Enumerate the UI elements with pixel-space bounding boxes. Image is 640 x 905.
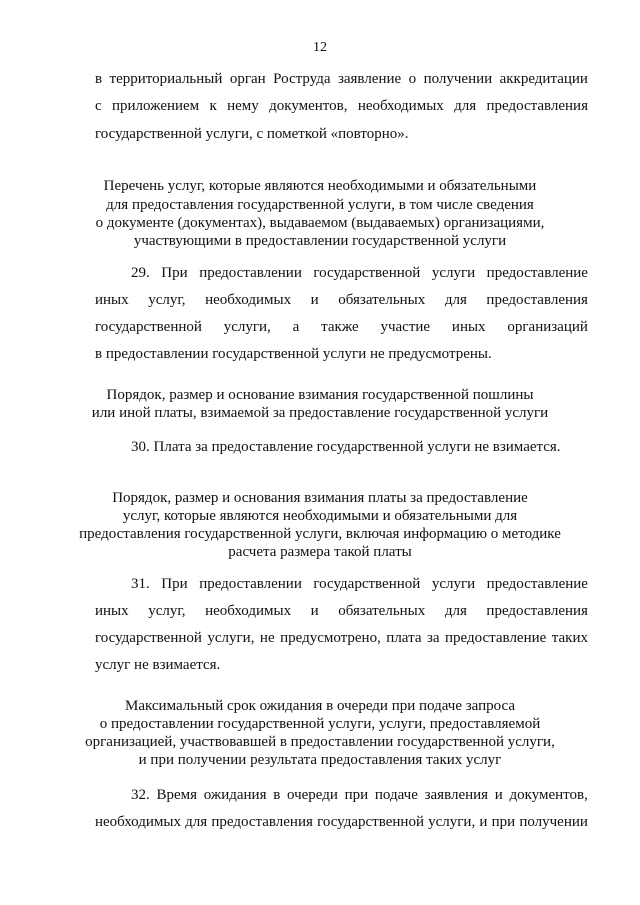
word: иных — [95, 292, 129, 308]
word: услуг, — [148, 603, 186, 619]
word: нему — [227, 98, 259, 114]
word: государственной — [313, 576, 421, 592]
word: для — [185, 814, 208, 830]
word: для — [444, 603, 467, 619]
section-heading-line: расчета размера такой платы — [228, 544, 412, 560]
word: также — [321, 319, 359, 335]
word: предоставления — [486, 292, 588, 308]
word: иных — [95, 603, 129, 619]
word: за — [426, 630, 440, 646]
section-heading-line: о предоставлении государственной услуги, услуги, предоставляемой — [99, 716, 541, 732]
paragraph-line: услуг не взимается. — [95, 657, 221, 673]
paragraph-line — [131, 786, 588, 804]
section-heading-line: о документе (документах), выдаваемом (выдаваемых) организациями, — [95, 215, 545, 231]
word: для — [454, 98, 477, 114]
paragraph-line — [131, 264, 588, 282]
paragraph-line — [95, 602, 588, 620]
paragraph-line — [95, 70, 588, 88]
word: услуги, — [223, 319, 271, 335]
word: при — [344, 787, 369, 803]
word: 29. — [131, 265, 150, 281]
section-heading-line: для предоставления государственной услуги, в том числе сведения — [106, 197, 534, 213]
page-number: 12 — [313, 40, 327, 55]
word: плата — [386, 630, 422, 646]
word: ожидания — [203, 787, 267, 803]
word: в — [95, 71, 103, 87]
section-heading-line: Порядок, размер и основание взимания государственной пошлины — [106, 387, 534, 403]
word: орган — [229, 71, 266, 87]
paragraph-line — [131, 575, 588, 593]
word: предоставлении — [199, 265, 302, 281]
word: предоставлении — [199, 576, 302, 592]
word: услуги, — [428, 814, 476, 830]
word: государственной — [317, 814, 424, 830]
section-heading-line: Максимальный срок ожидания в очереди при подаче запроса — [124, 698, 516, 714]
word: предусмотрено, — [280, 630, 381, 646]
paragraph-line — [95, 97, 588, 115]
word: заявления — [424, 787, 489, 803]
word: Роструда — [273, 71, 331, 87]
word: государственной — [95, 630, 202, 646]
word: предоставление — [486, 576, 588, 592]
word: участие — [380, 319, 431, 335]
section-heading-line: или иной платы, взимаемой за предоставление государственной услуги — [91, 405, 549, 421]
word: и — [479, 814, 488, 830]
word: необходимых — [95, 814, 181, 830]
word: а — [292, 319, 300, 335]
word: предоставление — [486, 265, 588, 281]
paragraph-line — [95, 318, 588, 336]
word: получении — [423, 71, 493, 87]
word: получении — [519, 814, 588, 830]
word: предоставления — [486, 98, 588, 114]
section-heading-line: участвующими в предоставлении государственной услуги — [133, 233, 507, 249]
word: государственной — [313, 265, 421, 281]
word: 31. — [131, 576, 150, 592]
word: обязательных — [338, 603, 426, 619]
word: Время — [156, 787, 198, 803]
word: документов, — [509, 787, 588, 803]
paragraph-line: государственной услуги, с пометкой «повторно». — [95, 126, 409, 142]
word: государственной — [95, 319, 202, 335]
word: услуги — [431, 576, 476, 592]
word: необходимых — [205, 603, 292, 619]
word: аккредитации — [499, 71, 588, 87]
word: предоставления — [211, 814, 313, 830]
section-heading-line: Порядок, размер и основания взимания платы за предоставление — [112, 490, 528, 506]
word: и — [494, 787, 503, 803]
word: организаций — [507, 319, 588, 335]
word: в — [273, 787, 281, 803]
word: При — [161, 576, 188, 592]
word: обязательных — [338, 292, 426, 308]
word: При — [161, 265, 188, 281]
word: услуг, — [148, 292, 186, 308]
section-heading-line: услуг, которые являются необходимыми и обязательными для — [122, 508, 518, 524]
paragraph-line: в предоставлении государственной услуги не предусмотрены. — [95, 346, 492, 362]
word: о — [408, 71, 417, 87]
section-heading-line: организацией, участвовавшей в предоставлении государственной услуги, — [85, 734, 555, 750]
word: таких — [551, 630, 588, 646]
word: приложением — [111, 98, 200, 114]
word: заявление — [337, 71, 402, 87]
word: услуги, — [207, 630, 255, 646]
word: при — [491, 814, 516, 830]
word: подаче — [374, 787, 418, 803]
word: услуги — [431, 265, 476, 281]
word: необходимых — [205, 292, 292, 308]
word: и — [310, 292, 319, 308]
section-heading-line: предоставления государственной услуги, включая информацию о методике — [79, 526, 561, 542]
word: документов, — [269, 98, 348, 114]
paragraph-line: 30. Плата за предоставление государственной услуги не взимается. — [131, 439, 561, 455]
word: необходимых — [357, 98, 444, 114]
word: предоставления — [486, 603, 588, 619]
word: с — [95, 98, 102, 114]
word: для — [444, 292, 467, 308]
word: не — [259, 630, 275, 646]
section-heading-line: Перечень услуг, которые являются необходимыми и обязательными — [103, 178, 537, 194]
word: иных — [451, 319, 486, 335]
paragraph-line — [95, 291, 588, 309]
word: и — [310, 603, 319, 619]
word: к — [209, 98, 217, 114]
section-heading-line: и при получении результата предоставления таких услуг — [138, 752, 502, 768]
word: 32. — [131, 787, 150, 803]
word: очереди — [286, 787, 338, 803]
paragraph-line — [95, 813, 588, 831]
paragraph-line — [95, 629, 588, 647]
word: территориальный — [109, 71, 223, 87]
word: предоставление — [445, 630, 547, 646]
